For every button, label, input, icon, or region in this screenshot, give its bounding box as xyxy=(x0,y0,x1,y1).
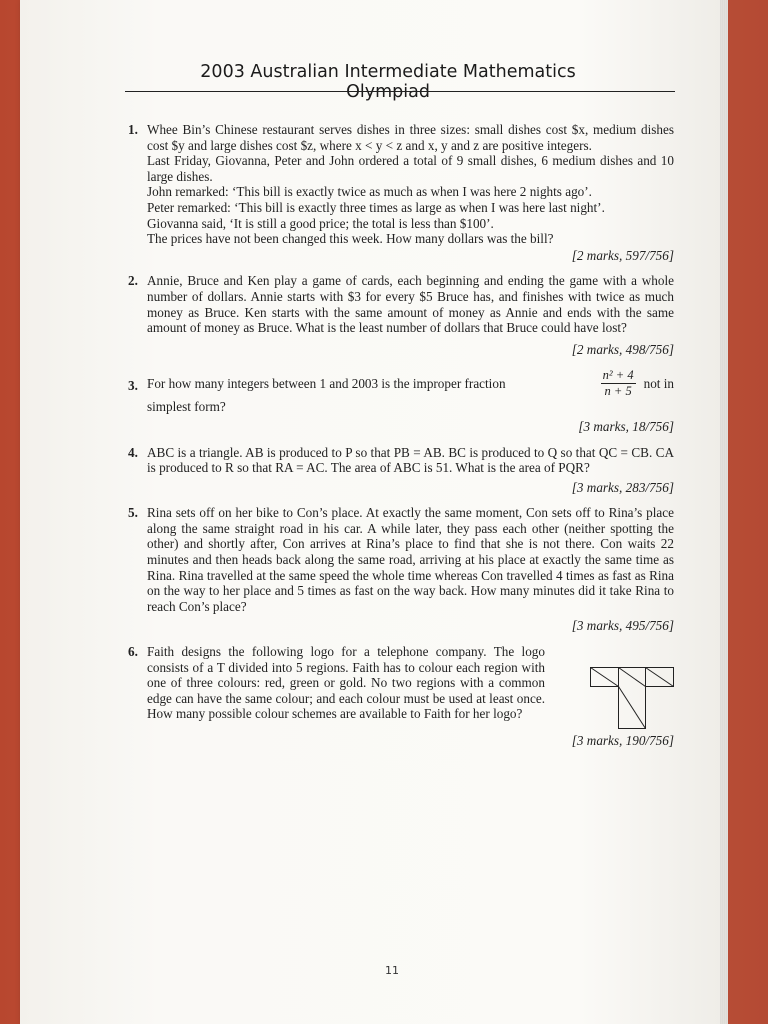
fraction-numerator: n² + 4 xyxy=(602,367,634,382)
page-edge xyxy=(720,0,728,1024)
problem-text: ABC is a triangle. AB is produced to P so that PB = AB. BC is produced to Q so that QC = CB. CA is produced to R so that RA = AC. The area of ABC is 51. What is the area of PQR? xyxy=(147,444,674,476)
problem-6 xyxy=(128,644,674,749)
marks-label: [2 marks, 597/756] xyxy=(571,247,674,263)
fraction xyxy=(601,369,636,398)
marks-label: [3 marks, 495/756] xyxy=(571,618,674,634)
problem-text: For how many integers between 1 and 2003 is the improper fraction xyxy=(147,375,506,391)
problem-text: John remarked: ‘This bill is exactly twice as much as when I was here 2 nights ago’. xyxy=(147,184,592,200)
problem-list xyxy=(128,122,674,759)
fraction-denominator: n + 5 xyxy=(604,383,632,398)
problem-text: simplest form? xyxy=(147,399,226,415)
marks-label: [2 marks, 498/756] xyxy=(571,341,674,357)
problem-text: Whee Bin’s Chinese restaurant serves dishes in three sizes: small dishes cost $x, medium dishes cost $y and large dishes cost $z, where x < y < z and x, y and z are positive integers. xyxy=(147,122,674,153)
problem-number: 3. xyxy=(128,378,138,394)
problem-text: Peter remarked: ‘This bill is exactly three times as large as when I was here last night’. xyxy=(147,199,605,215)
problem-text: Giovanna said, ‘It is still a good price; the total is less than $100’. xyxy=(147,215,494,231)
header-rule xyxy=(125,91,675,92)
problem-text: The prices have not been changed this week. How many dollars was the bill? xyxy=(147,231,554,247)
t-logo-figure xyxy=(590,667,674,729)
problem-text: Last Friday, Giovanna, Peter and John ordered a total of 9 small dishes, 6 medium dishes and 10 large dishes. xyxy=(147,153,674,184)
problem-number: 6. xyxy=(128,644,138,660)
problem-1 xyxy=(128,122,674,263)
t-logo-diagonal xyxy=(646,668,674,687)
marks-label: [3 marks, 18/756] xyxy=(578,418,674,434)
problem-number: 5. xyxy=(128,505,138,521)
t-logo-diagonal xyxy=(619,668,646,687)
marks-label: [3 marks, 190/756] xyxy=(571,733,674,749)
fraction-line xyxy=(147,367,674,399)
t-logo-diagonal xyxy=(619,687,646,729)
t-logo-diagonal xyxy=(591,668,619,687)
page-title: 2003 Australian Intermediate Mathematics Olympiad xyxy=(200,62,576,102)
problem-4 xyxy=(128,445,674,496)
problem-text: not in xyxy=(643,375,674,391)
problem-2 xyxy=(128,273,674,357)
page-number: 11 xyxy=(385,964,399,977)
book-page xyxy=(20,0,720,1024)
problem-number: 1. xyxy=(128,122,138,137)
problem-number: 4. xyxy=(128,444,138,460)
problem-3 xyxy=(128,367,674,434)
problem-text: Annie, Bruce and Ken play a game of cards, each beginning and ending the game with a whole number of dollars. Annie starts with $3 for every $5 Bruce has, and finishes with twice as much money as Bruce. Ken starts with the same amount of money as Annie and ends with the same amount of money as Bruce. What is the least number of dollars that Bruce could have lost? xyxy=(147,273,674,336)
marks-label: [3 marks, 283/756] xyxy=(571,479,674,495)
problem-number: 2. xyxy=(128,273,138,289)
problem-text: Faith designs the following logo for a telephone company. The logo consists of a T divided into 5 regions. Faith has to colour each region with one of three colours: red, green or gold. No two regions with a common edge can have the same colour; and each colour must be used at least once. How many possible colour schemes are available to Faith for her logo? xyxy=(147,644,545,722)
problem-text: Rina sets off on her bike to Con’s place. At exactly the same moment, Con sets off to Rina’s place along the same straight road in his car. A while later, they pass each other (neither spotting the other) and shortly after, Con arrives at Rina’s place to find that she is not there. Con waits 22 minutes and then heads back along the same road, arriving at his place at exactly the same time as Rina. Rina travelled at the same speed the whole time whereas Con travelled 4 times as fast as Rina on the way to her place and 5 times as fast on the way back. How many minutes did it take Rina to reach Con’s place? xyxy=(147,505,674,614)
problem-5 xyxy=(128,505,674,634)
